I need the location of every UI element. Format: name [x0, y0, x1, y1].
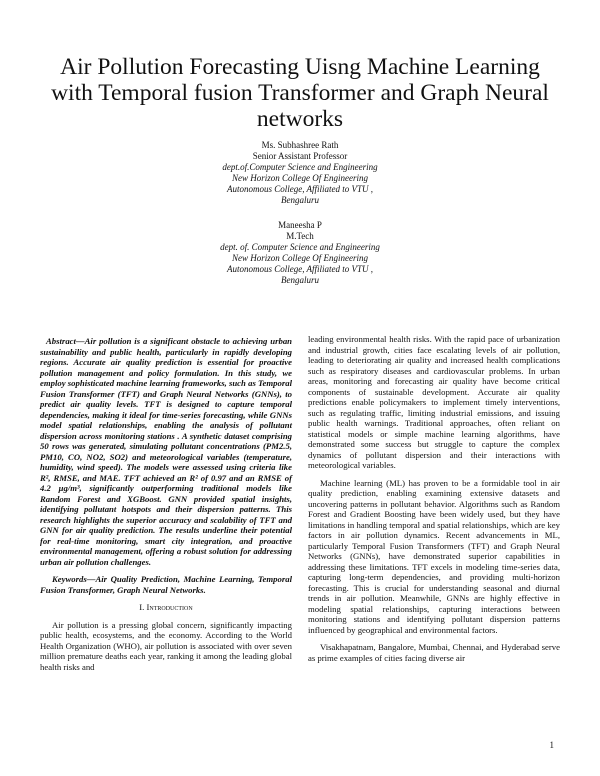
left-column: [40, 336, 292, 679]
section-number: I.: [139, 602, 145, 612]
intro-paragraph-1: Air pollution is a pressing global concern, significantly impacting public health, ecosystems, and the economy. According to the World Health Organization (WHO), air pollution is associated with over seven million premature deaths each year, ranking it among the leading global health risks and: [40, 619, 292, 672]
right-column: [308, 334, 560, 670]
author-role: M.Tech: [286, 231, 314, 241]
author-affiliation: Autonomous College, Affiliated to VTU ,: [226, 184, 374, 194]
author-block-1: [150, 140, 450, 206]
keywords: Keywords—Air Quality Prediction, Machine Learning, Temporal Fusion Transformer, Graph Neural Networks.: [40, 574, 292, 595]
author-college: New Horizon College Of Engineering: [232, 253, 368, 263]
intro-paragraph-cities: Visakhapatnam, Bangalore, Mumbai, Chennai, and Hyderabad serve as prime examples of cities facing diverse air: [308, 642, 560, 663]
intro-paragraph-continued: leading environmental health risks. With the rapid pace of urbanization and industrial growth, cities face escalating levels of air pollution, leading to deteriorating air quality and increased health complications such as respiratory diseases and cardiovascular problems. In urban areas, monitoring and forecasting air quality have become critical components of sustainable development. Accurate air quality predictions enable policymakers to implement timely interventions, such as regulating traffic, limiting industrial emissions, and issuing public health warnings. Traditional approaches, often reliant on statistical models or simple machine learning algorithms, have demonstrated some success but struggle to capture the complex dynamics of pollutant dispersion and their interactions with meteorological variables.: [308, 334, 560, 470]
section-heading-introduction: [40, 602, 292, 613]
author-dept: dept.of.Computer Science and Engineering: [222, 162, 378, 172]
intro-paragraph-ml: Machine learning (ML) has proven to be a formidable tool in air quality prediction, enabling examining extensive datasets and uncovering patterns in pollutant behavior. Algorithms such as Random Forest and Gradient Boosting have been widely used, but they have limitations in handling temporal and spatial relationships, which are key factors in air pollution dynamics. Recent advancements in ML, particularly Temporal Fusion Transformers (TFT) and Graph Neural Networks (GNNs), have demonstrated superior capabilities in addressing these limitations. TFT excels in modeling time-series data, capturing long-term dependencies, and providing multi-horizon forecasting. This is crucial for understanding seasonal and diurnal trends in air pollution. Meanwhile, GNNs are highly effective in modeling spatial relationships, capturing interactions between monitoring stations and identifying pollutant dispersion patterns influenced by geographical and environmental factors.: [308, 477, 560, 635]
author-city: Bengaluru: [281, 195, 319, 205]
author-block-2: [150, 220, 450, 286]
author-affiliation: Autonomous College, Affiliated to VTU ,: [226, 264, 374, 274]
author-name: Ms. Subhashree Rath: [261, 140, 339, 150]
author-name: Maneesha P: [278, 220, 322, 230]
author-city: Bengaluru: [281, 275, 319, 285]
abstract: Abstract—Air pollution is a significant obstacle to achieving urban sustainability and public health, particularly in rapidly developing regions. Accurate air quality prediction is essential for proactive pollution management and policy formulation. In this study, we employ sophisticated machine learning frameworks, such as Temporal Fusion Transformer (TFT) and Graph Neural Networks (GNNs), to predict air quality levels. TFT is designed to capture temporal dependencies, making it ideal for time-series forecasting, while GNNs model spatial relationships, enabling the analysis of pollutant dispersion across monitoring stations . A synthetic dataset comprising 50 rows was generated, simulating pollutant concentrations (PM2.5, PM10, CO, NO2, SO2) and meteorological variables (temperature, humidity, wind speed). The models were assessed using criteria like R², RMSE, and MAE. TFT achieved an R² of 0.97 and an RMSE of 4.2 µg/m³, significantly outperforming traditional models like Random Forest and XGBoost. GNN provided spatial insights, identifying pollutant hotspots and their dispersion patterns. This research highlights the superior accuracy and scalability of TFT and GNN for air quality prediction. The results underline their potential for real-time monitoring, smart city integration, and proactive environmental management, offering a robust solution for addressing urban air pollution challenges.: [40, 336, 292, 567]
page-number: 1: [549, 740, 554, 750]
section-title: Introduction: [146, 602, 193, 612]
paper-title: Air Pollution Forecasting Uisng Machine Learning with Temporal fusion Transformer and Graph Neural networks: [51, 54, 549, 132]
author-dept: dept. of. Computer Science and Engineering: [220, 242, 380, 252]
author-college: New Horizon College Of Engineering: [232, 173, 368, 183]
author-role: Senior Assistant Professor: [252, 151, 348, 161]
